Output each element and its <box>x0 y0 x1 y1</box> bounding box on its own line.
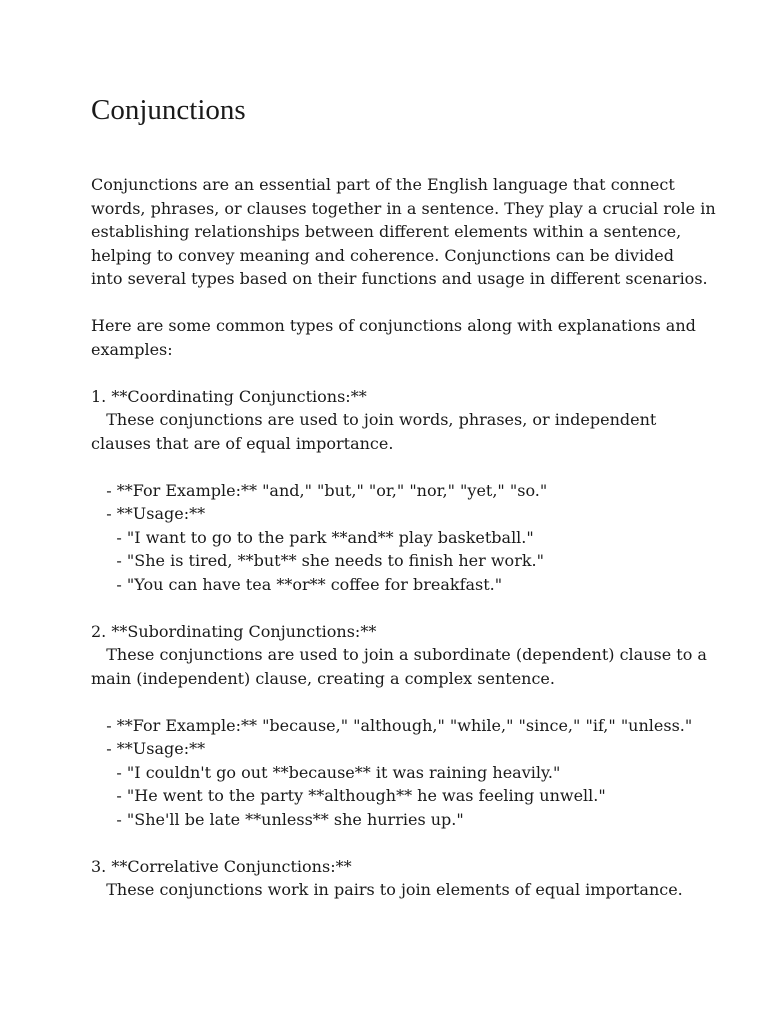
text-line: These conjunctions are used to join words, phrases, or independent <box>91 410 657 429</box>
text-line: - **For Example:** "because," "although," "while," "since," "if," "unless." <box>91 715 693 735</box>
blank-line <box>91 361 691 385</box>
text-line: into several types based on their functions and usage in different scenarios. <box>91 269 708 288</box>
document-body <box>91 173 716 902</box>
text-line: These conjunctions are used to join a subordinate (dependent) clause to a <box>91 645 707 664</box>
blank-line <box>91 596 691 620</box>
text-line: - "I couldn't go out **because** it was raining heavily." <box>91 762 561 782</box>
text-line: - "I want to go to the park **and** play basketball." <box>91 527 534 547</box>
text-line: words, phrases, or clauses together in a sentence. They play a crucial role in <box>91 198 716 218</box>
text-line: examples: <box>91 339 173 359</box>
text-line: - **Usage:** <box>91 739 206 758</box>
text-line: clauses that are of equal importance. <box>91 433 394 453</box>
text-line: - "She is tired, **but** she needs to finish her work." <box>91 551 544 570</box>
blank-line <box>91 455 691 479</box>
text-line: 3. **Correlative Conjunctions:** <box>91 856 352 876</box>
text-line: establishing relationships between different elements within a sentence, <box>91 222 682 241</box>
text-line: These conjunctions work in pairs to join elements of equal importance. <box>91 880 683 899</box>
blank-line <box>91 831 691 855</box>
text-line: Conjunctions are an essential part of the English language that connect <box>91 175 675 194</box>
text-line: - **For Example:** "and," "but," "or," "nor," "yet," "so." <box>91 480 548 500</box>
text-line: - "She'll be late **unless** she hurries up." <box>91 809 464 829</box>
text-line: 1. **Coordinating Conjunctions:** <box>91 386 367 406</box>
blank-line <box>91 291 691 315</box>
page-title: Conjunctions <box>91 94 246 126</box>
blank-line <box>91 690 691 714</box>
text-line: main (independent) clause, creating a complex sentence. <box>91 668 555 688</box>
text-line: - "He went to the party **although** he was feeling unwell." <box>91 786 606 805</box>
text-line: - **Usage:** <box>91 504 206 523</box>
text-line: helping to convey meaning and coherence. Conjunctions can be divided <box>91 245 675 265</box>
text-line: 2. **Subordinating Conjunctions:** <box>91 621 377 641</box>
text-line: Here are some common types of conjunctions along with explanations and <box>91 316 696 335</box>
text-line: - "You can have tea **or** coffee for breakfast." <box>91 574 503 594</box>
